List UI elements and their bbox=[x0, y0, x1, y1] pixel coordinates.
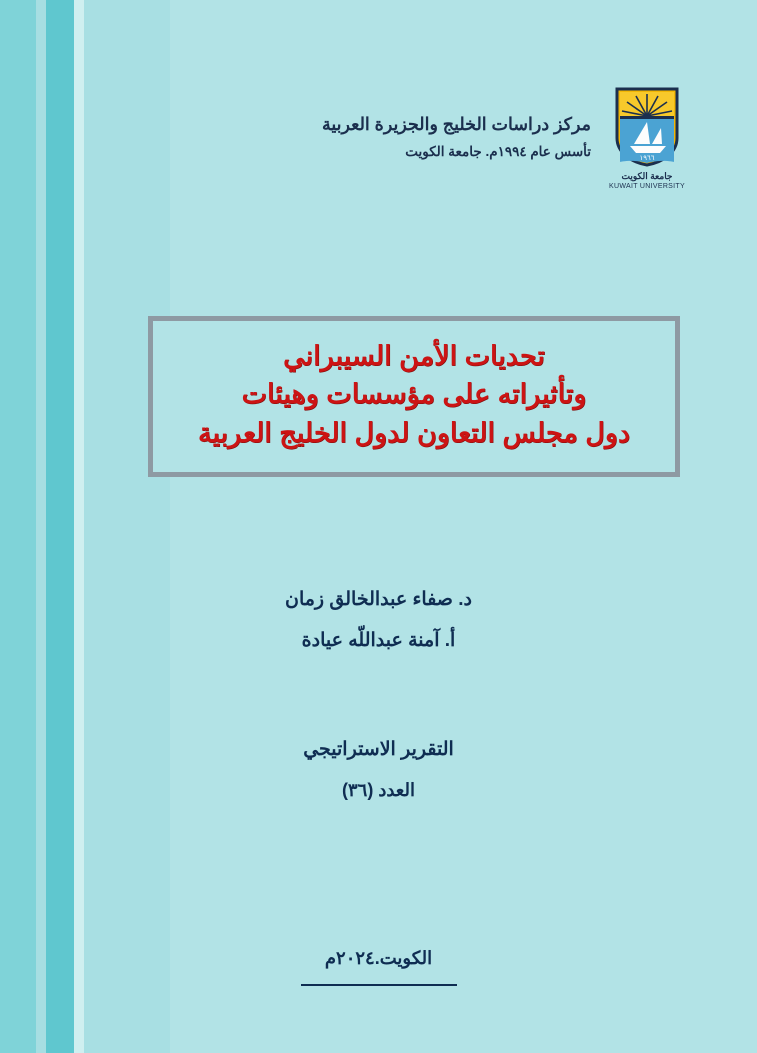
document-header bbox=[322, 86, 685, 190]
footer-divider bbox=[301, 984, 457, 986]
series-title: التقرير الاستراتيجي bbox=[303, 739, 454, 760]
footer-block bbox=[0, 948, 757, 986]
decorative-stripe-2 bbox=[36, 0, 46, 1053]
place-and-date: الكويت.٢٠٢٤م bbox=[324, 948, 433, 968]
decorative-stripe-3 bbox=[46, 0, 74, 1053]
decorative-stripe-1 bbox=[0, 0, 36, 1053]
university-logo bbox=[609, 86, 685, 190]
decorative-stripe-4 bbox=[74, 0, 84, 1053]
title-line-2: وتأثيراته على مؤسسات وهيئات bbox=[241, 379, 587, 410]
decorative-stripe-5 bbox=[84, 0, 170, 1053]
author-list bbox=[0, 588, 757, 670]
author-2: أ. آمنة عبداللّه عيادة bbox=[301, 630, 456, 651]
center-subtitle: تأسس عام ١٩٩٤م. جامعة الكويت bbox=[405, 144, 591, 159]
series-issue-number: العدد (٣٦) bbox=[342, 780, 415, 800]
center-name: مركز دراسات الخليج والجزيرة العربية bbox=[321, 114, 591, 134]
series-block bbox=[0, 738, 757, 801]
title-frame bbox=[148, 316, 680, 477]
title-line-1: تحديات الأمن السيبراني bbox=[283, 341, 545, 371]
logo-caption-arabic: جامعة الكويت bbox=[621, 171, 673, 181]
author-1: د. صفاء عبدالخالق زمان bbox=[285, 589, 472, 610]
logo-caption-english: KUWAIT UNIVERSITY bbox=[609, 183, 685, 190]
svg-text:١٩٦٦: ١٩٦٦ bbox=[639, 155, 655, 162]
title-line-3: دول مجلس التعاون لدول الخليج العربية bbox=[198, 417, 630, 448]
center-identity bbox=[322, 86, 591, 160]
kuwait-university-shield-icon bbox=[614, 86, 680, 168]
